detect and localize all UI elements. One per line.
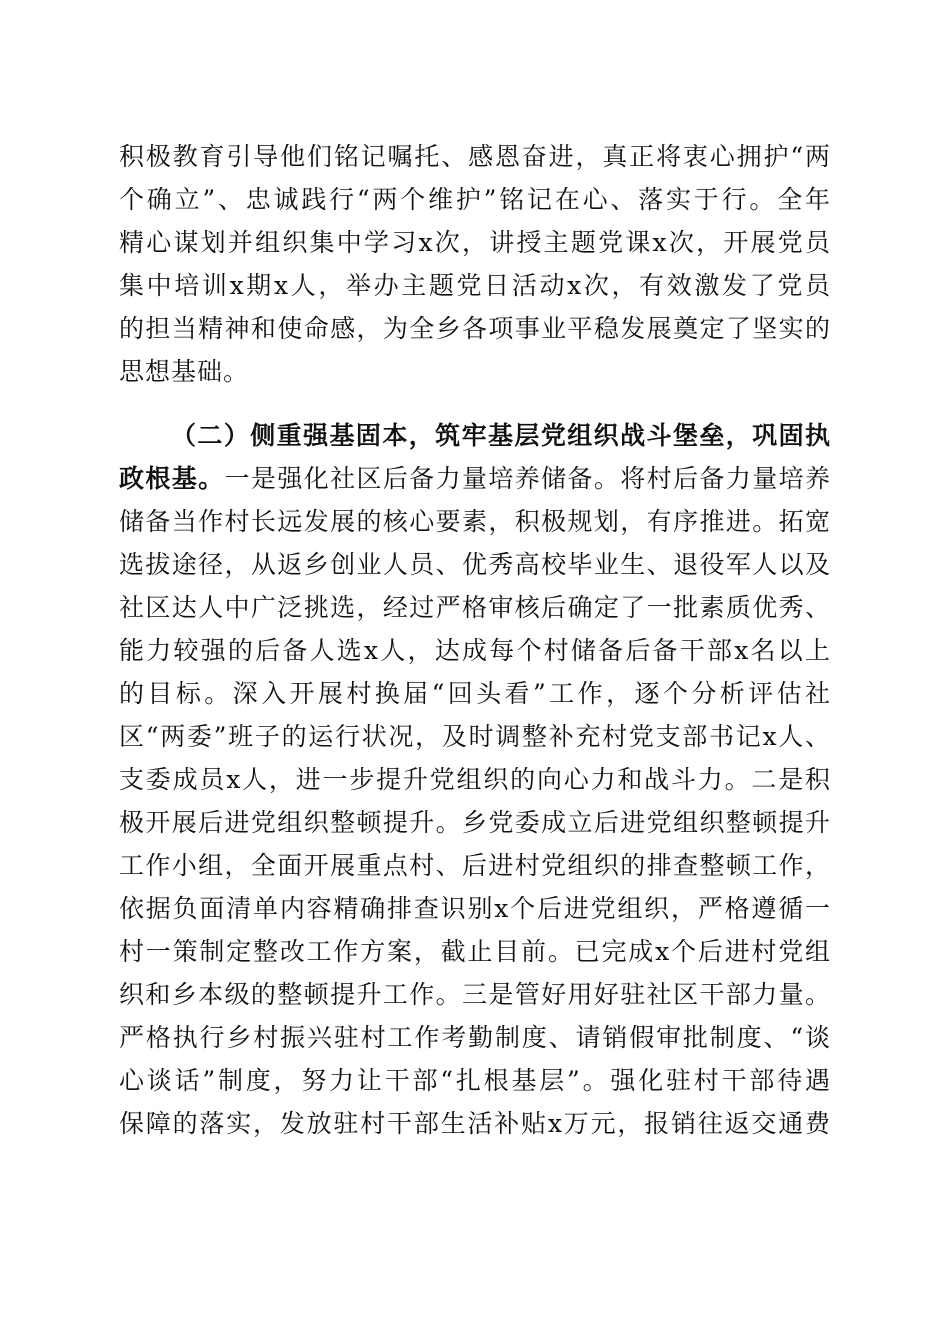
paragraph-1-line: 的担当精神和使命感，为全乡各项事业平稳发展奠定了坚实的: [119, 314, 831, 343]
section-heading-line: （二）侧重强基固本，筑牢基层党组织战斗堡垒，巩固执: [171, 421, 831, 450]
section-2-line: 村一策制定整改工作方案，截止目前。已完成x个后进村党组: [119, 937, 831, 966]
section-2-line: 织和乡本级的整顿提升工作。三是管好用好驻社区干部力量。: [119, 980, 831, 1009]
section-2-line: [119, 457, 831, 500]
section-2-line: 储备当作村长远发展的核心要素，积极规划，有序推进。拓宽: [119, 507, 831, 536]
section-2-line: 心谈话”制度，努力让干部“扎根基层”。强化驻村干部待遇: [119, 1066, 831, 1095]
paragraph-1-line: 思想基础。: [119, 357, 250, 386]
section-2-line: 保障的落实，发放驻村干部生活补贴x万元，报销往返交通费: [119, 1109, 831, 1138]
section-2-line: 选拔途径，从返乡创业人员、优秀高校毕业生、退役军人以及: [119, 550, 831, 579]
paragraph-1-line: 精心谋划并组织集中学习x次，讲授主题党课x次，开展党员: [119, 228, 831, 257]
section-2-line: 工作小组，全面开展重点村、后进村党组织的排查整顿工作，: [119, 851, 831, 880]
paragraph-1-line: 积极教育引导他们铭记嘱托、感恩奋进，真正将衷心拥护“两: [119, 142, 831, 171]
section-2-line: 社区达人中广泛挑选，经过严格审核后确定了一批素质优秀、: [119, 593, 831, 622]
section-2-line: 依据负面清单内容精确排查识别x个后进党组织，严格遵循一: [119, 894, 831, 923]
paragraph-1-line: 个确立”、忠诚践行“两个维护”铭记在心、落实于行。全年: [119, 185, 831, 214]
paragraph-1-line: 集中培训x期x人，举办主题党日活动x次，有效激发了党员: [119, 271, 831, 300]
section-2-line: 极开展后进党组织整顿提升。乡党委成立后进党组织整顿提升: [119, 808, 831, 837]
paragraph-1: [119, 135, 831, 393]
section-2-line: 的目标。深入开展村换届“回头看”工作，逐个分析评估社: [119, 679, 831, 708]
section-2-line: 区“两委”班子的运行状况，及时调整补充村党支部书记x人、: [119, 722, 831, 751]
section-2-line: 能力较强的后备人选x人，达成每个村储备后备干部x名以上: [119, 636, 831, 665]
section-2-line: 支委成员x人，进一步提升党组织的向心力和战斗力。二是积: [119, 765, 831, 794]
section-heading-end: 政根基。: [119, 464, 225, 493]
section-2-line: 严格执行乡村振兴驻村工作考勤制度、请销假审批制度、“谈: [119, 1023, 831, 1052]
section-2-line-text: 一是强化社区后备力量培养储备。将村后备力量培养: [224, 464, 831, 493]
section-2: [119, 414, 831, 1145]
